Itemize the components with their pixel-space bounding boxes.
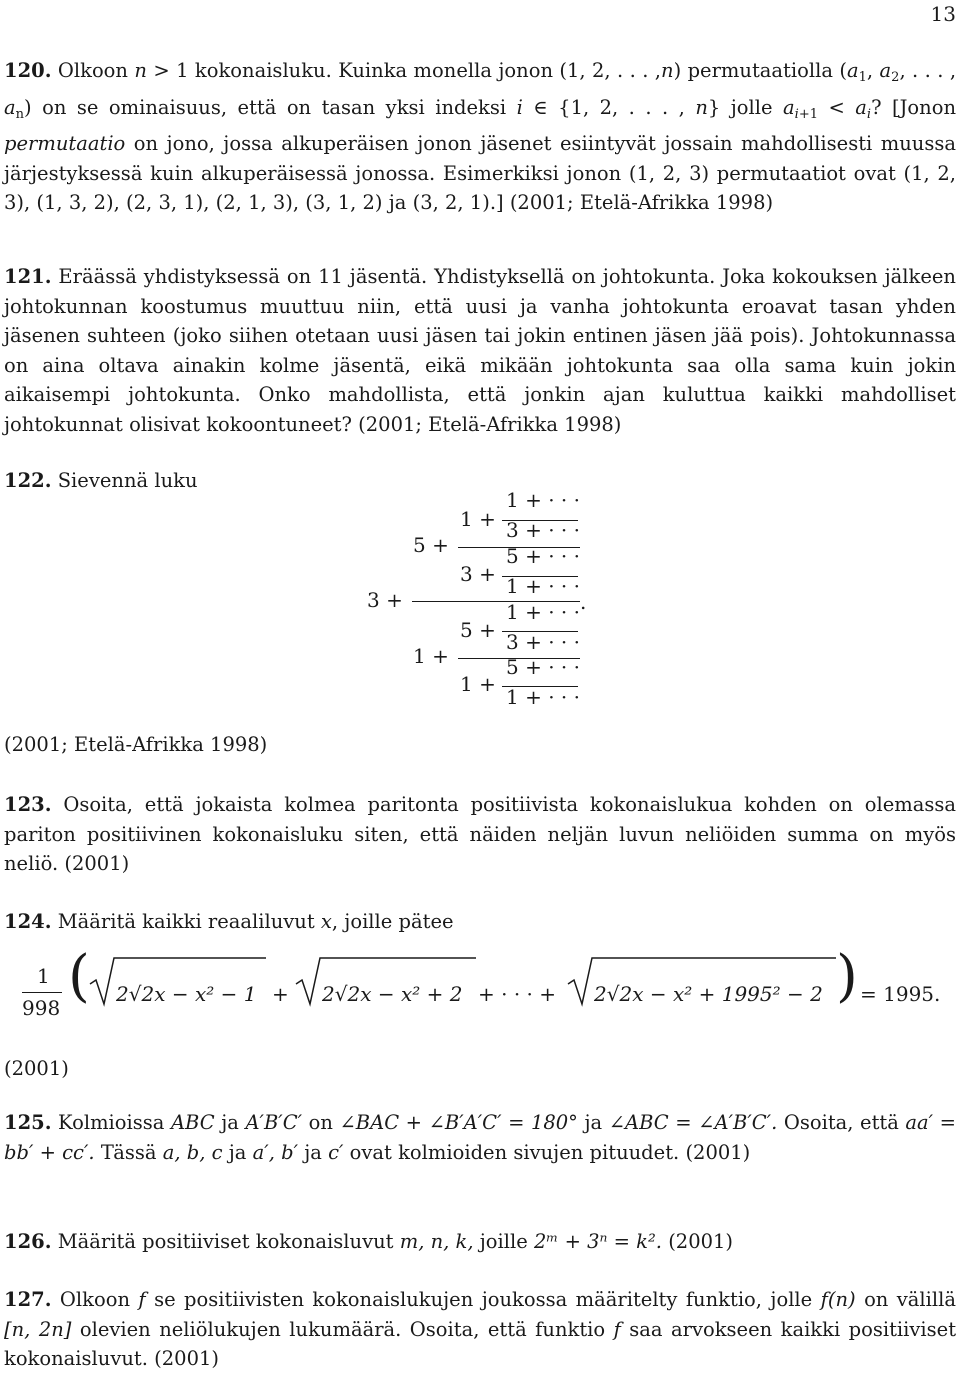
problem-120: 120. Olkoon n > 1 kokonaisluku. Kuinka monella jonon (1, 2, . . . ,n) permutaatiolla ($a_1$, $a_2$, . . . , $a_n$) on se ominaisuus, että on tasan yksi indeksi i ∈ {1, 2, . . . , n} jolle $a_{i+1} < a_i$? [Jonon permutaatio on jono, jossa alkuperäisen jonon jäsenet esiintyvät jossain mahdollisesti muussa järjestyksessä kuin alkuperäisessä jonossa. Esimerkiksi jonon (1, 2, 3) permutaatiot ovat (1, 2, 3), (1, 3, 2), (2, 3, 1), (2, 1, 3), (3, 1, 2) ja (3, 2, 1).] (2001; Etelä-Afrikka 1998) — [4, 59, 957, 215]
problem-127: 127. Olkoon f se positiivisten kokonaislukujen joukossa määritelty funktio, jolle f(n) on välillä [n, 2n] olevien neliölukujen lukumäärä. Osoita, että funktio f saa arvokseen kaikki positiiviset kokonaisluvut. (2001) — [4, 1288, 957, 1371]
problem-number: 124. — [4, 910, 52, 933]
problem-number: 122. — [4, 469, 52, 492]
problem-125: 125. Kolmioissa ABC ja A′B′C′ on ∠BAC + ∠B′A′C′ = 180° ja ∠ABC = ∠A′B′C′. Osoita, että aa′ = bb′ + cc′. Tässä a, b, c ja a′, b′ ja c′ ovat kolmioiden sivujen pituudet. (2001) — [4, 1111, 956, 1164]
problem-number: 125. — [4, 1111, 52, 1134]
problem-number: 123. — [4, 793, 52, 816]
problem-121: 121. Eräässä yhdistyksessä on 11 jäsentä. Yhdistyksellä on johtokunta. Joka kokouksen jälkeen johtokunnan koostumus muuttuu niin, että uusi ja vanha johtokunta eroavat tasan yhden jäsenen suhteen (joko siihen otetaan uusi jäsen tai jokin entinen jäsen jää pois). Johtokunnassa on aina oltava ainakin kolme jäsentä, eikä mikään johtokunta saa olla sama kuin jokin aikaisempi johtokunta. Onko mahdollista, että jonkin ajan kuluttua kaikki mahdolliset johtokunnat olisivat kokoontuneet? (2001; Etelä-Afrikka 1998) — [4, 265, 956, 436]
problem-number: 121. — [4, 265, 52, 288]
problem-124-source: (2001) — [4, 1057, 69, 1080]
equation-124: 1 998 ( 2√2x − x² − 1 + 2√2x − x² + 2 + · · · + 2√2x − x² + 1995² − 2 ) = 1995. — [22, 944, 941, 1020]
problem-122-source: (2001; Etelä-Afrikka 1998) — [4, 733, 268, 756]
problem-124: 124. Määritä kaikki reaaliluvut x, joille pätee — [4, 910, 454, 933]
problem-123: 123. Osoita, että jokaista kolmea paritonta positiivista kokonaislukua kohden on olemassa pariton positiivinen kokonaisluku siten, että näiden neljän luvun neliöiden summa on myös neliö. (2001) — [4, 793, 956, 876]
page-number: 13 — [930, 2, 956, 26]
problem-number: 120. — [4, 59, 52, 82]
problem-122: 122. Sievennä luku — [4, 469, 198, 492]
problem-126: 126. Määritä positiiviset kokonaisluvut m, n, k, joille 2ᵐ + 3ⁿ = k². (2001) — [4, 1230, 734, 1253]
continued-fraction: 3 + 5 + 1 + 1 + · · · 3 + · · · 3 + 5 + · · · 1 + · · · . 1 + 5 + 1 + · · · 3 + · · · 1 + 5 + · · · 1 + · · · — [367, 488, 587, 709]
problem-number: 127. — [4, 1288, 52, 1311]
problem-number: 126. — [4, 1230, 52, 1253]
